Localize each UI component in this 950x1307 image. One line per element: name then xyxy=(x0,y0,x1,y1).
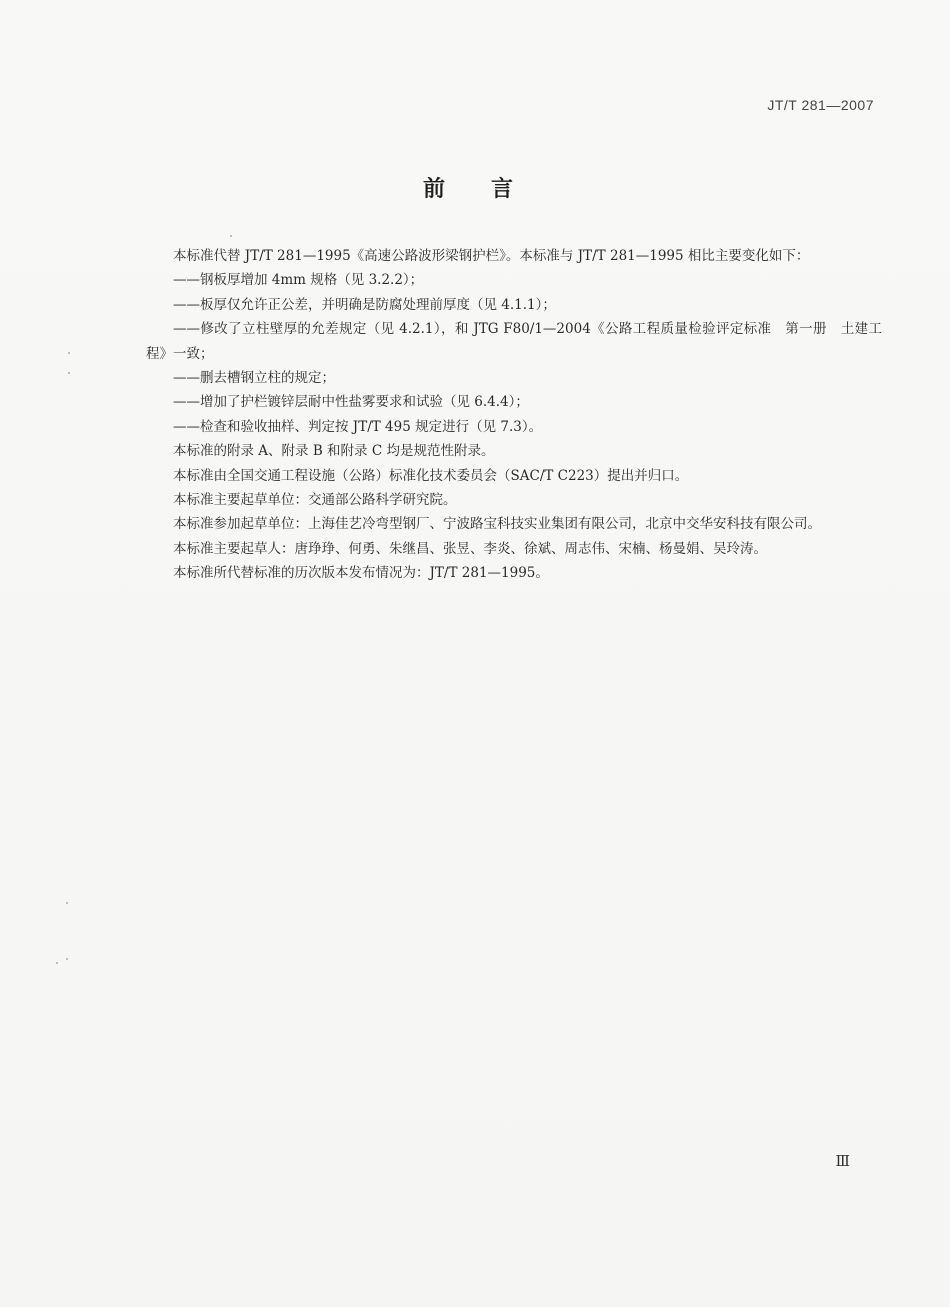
change-item-tolerance: ——板厚仅允许正公差，并明确是防腐处理前厚度（见 4.1.1）； xyxy=(173,296,556,313)
page-title: 前言 xyxy=(422,177,559,202)
change-item-steel-thickness: ——钢板厚增加 4mm 规格（见 3.2.2）； xyxy=(173,272,424,289)
scan-speck xyxy=(66,902,68,904)
paragraph-annexes: 本标准的附录 A、附录 B 和附录 C 均是规范性附录。 xyxy=(173,443,495,460)
scan-speck xyxy=(68,372,70,374)
scan-speck xyxy=(230,235,232,237)
document-code: JT/T 281—2007 xyxy=(767,97,874,113)
paragraph-version-history: 本标准所代替标准的历次版本发布情况为：JT/T 281—1995。 xyxy=(173,565,549,582)
paragraph-participating-units: 本标准参加起草单位：上海佳艺冷弯型钢厂、宁波路宝科技实业集团有限公司，北京中交华安科技有限公司。 xyxy=(173,516,821,533)
scan-speck xyxy=(68,352,70,354)
change-item-channel-post: ——删去槽钢立柱的规定； xyxy=(173,370,335,387)
paragraph-main-drafter-unit: 本标准主要起草单位：交通部公路科学研究院。 xyxy=(173,492,457,509)
paragraph-replacement: 本标准代替 JT/T 281—1995《高速公路波形梁钢护栏》。本标准与 JT/T 281—1995 相比主要变化如下： xyxy=(173,248,810,264)
scan-speck xyxy=(66,958,68,960)
foreword-body xyxy=(146,244,882,586)
paragraph-drafters: 本标准主要起草人：唐琤琤、何勇、朱继昌、张昱、李炎、徐斌、周志伟、宋楠、杨曼娟、吴玲涛。 xyxy=(173,540,767,557)
change-item-inspection: ——检查和验收抽样、判定按 JT/T 495 规定进行（见 7.3）。 xyxy=(173,418,543,435)
change-item-salt-spray: ——增加了护栏镀锌层耐中性盐雾要求和试验（见 6.4.4）； xyxy=(173,394,529,411)
paragraph-proposer: 本标准由全国交通工程设施（公路）标准化技术委员会（SAC/T C223）提出并归口。 xyxy=(173,467,689,484)
change-item-post-wall: ——修改了立柱壁厚的允差规定（见 4.2.1），和 JTG F80/1—2004《公路工程质量检验评定标准 第一册 土建工程》一致； xyxy=(146,321,882,362)
page-number: Ⅲ xyxy=(835,1152,850,1170)
scan-speck xyxy=(56,962,58,964)
